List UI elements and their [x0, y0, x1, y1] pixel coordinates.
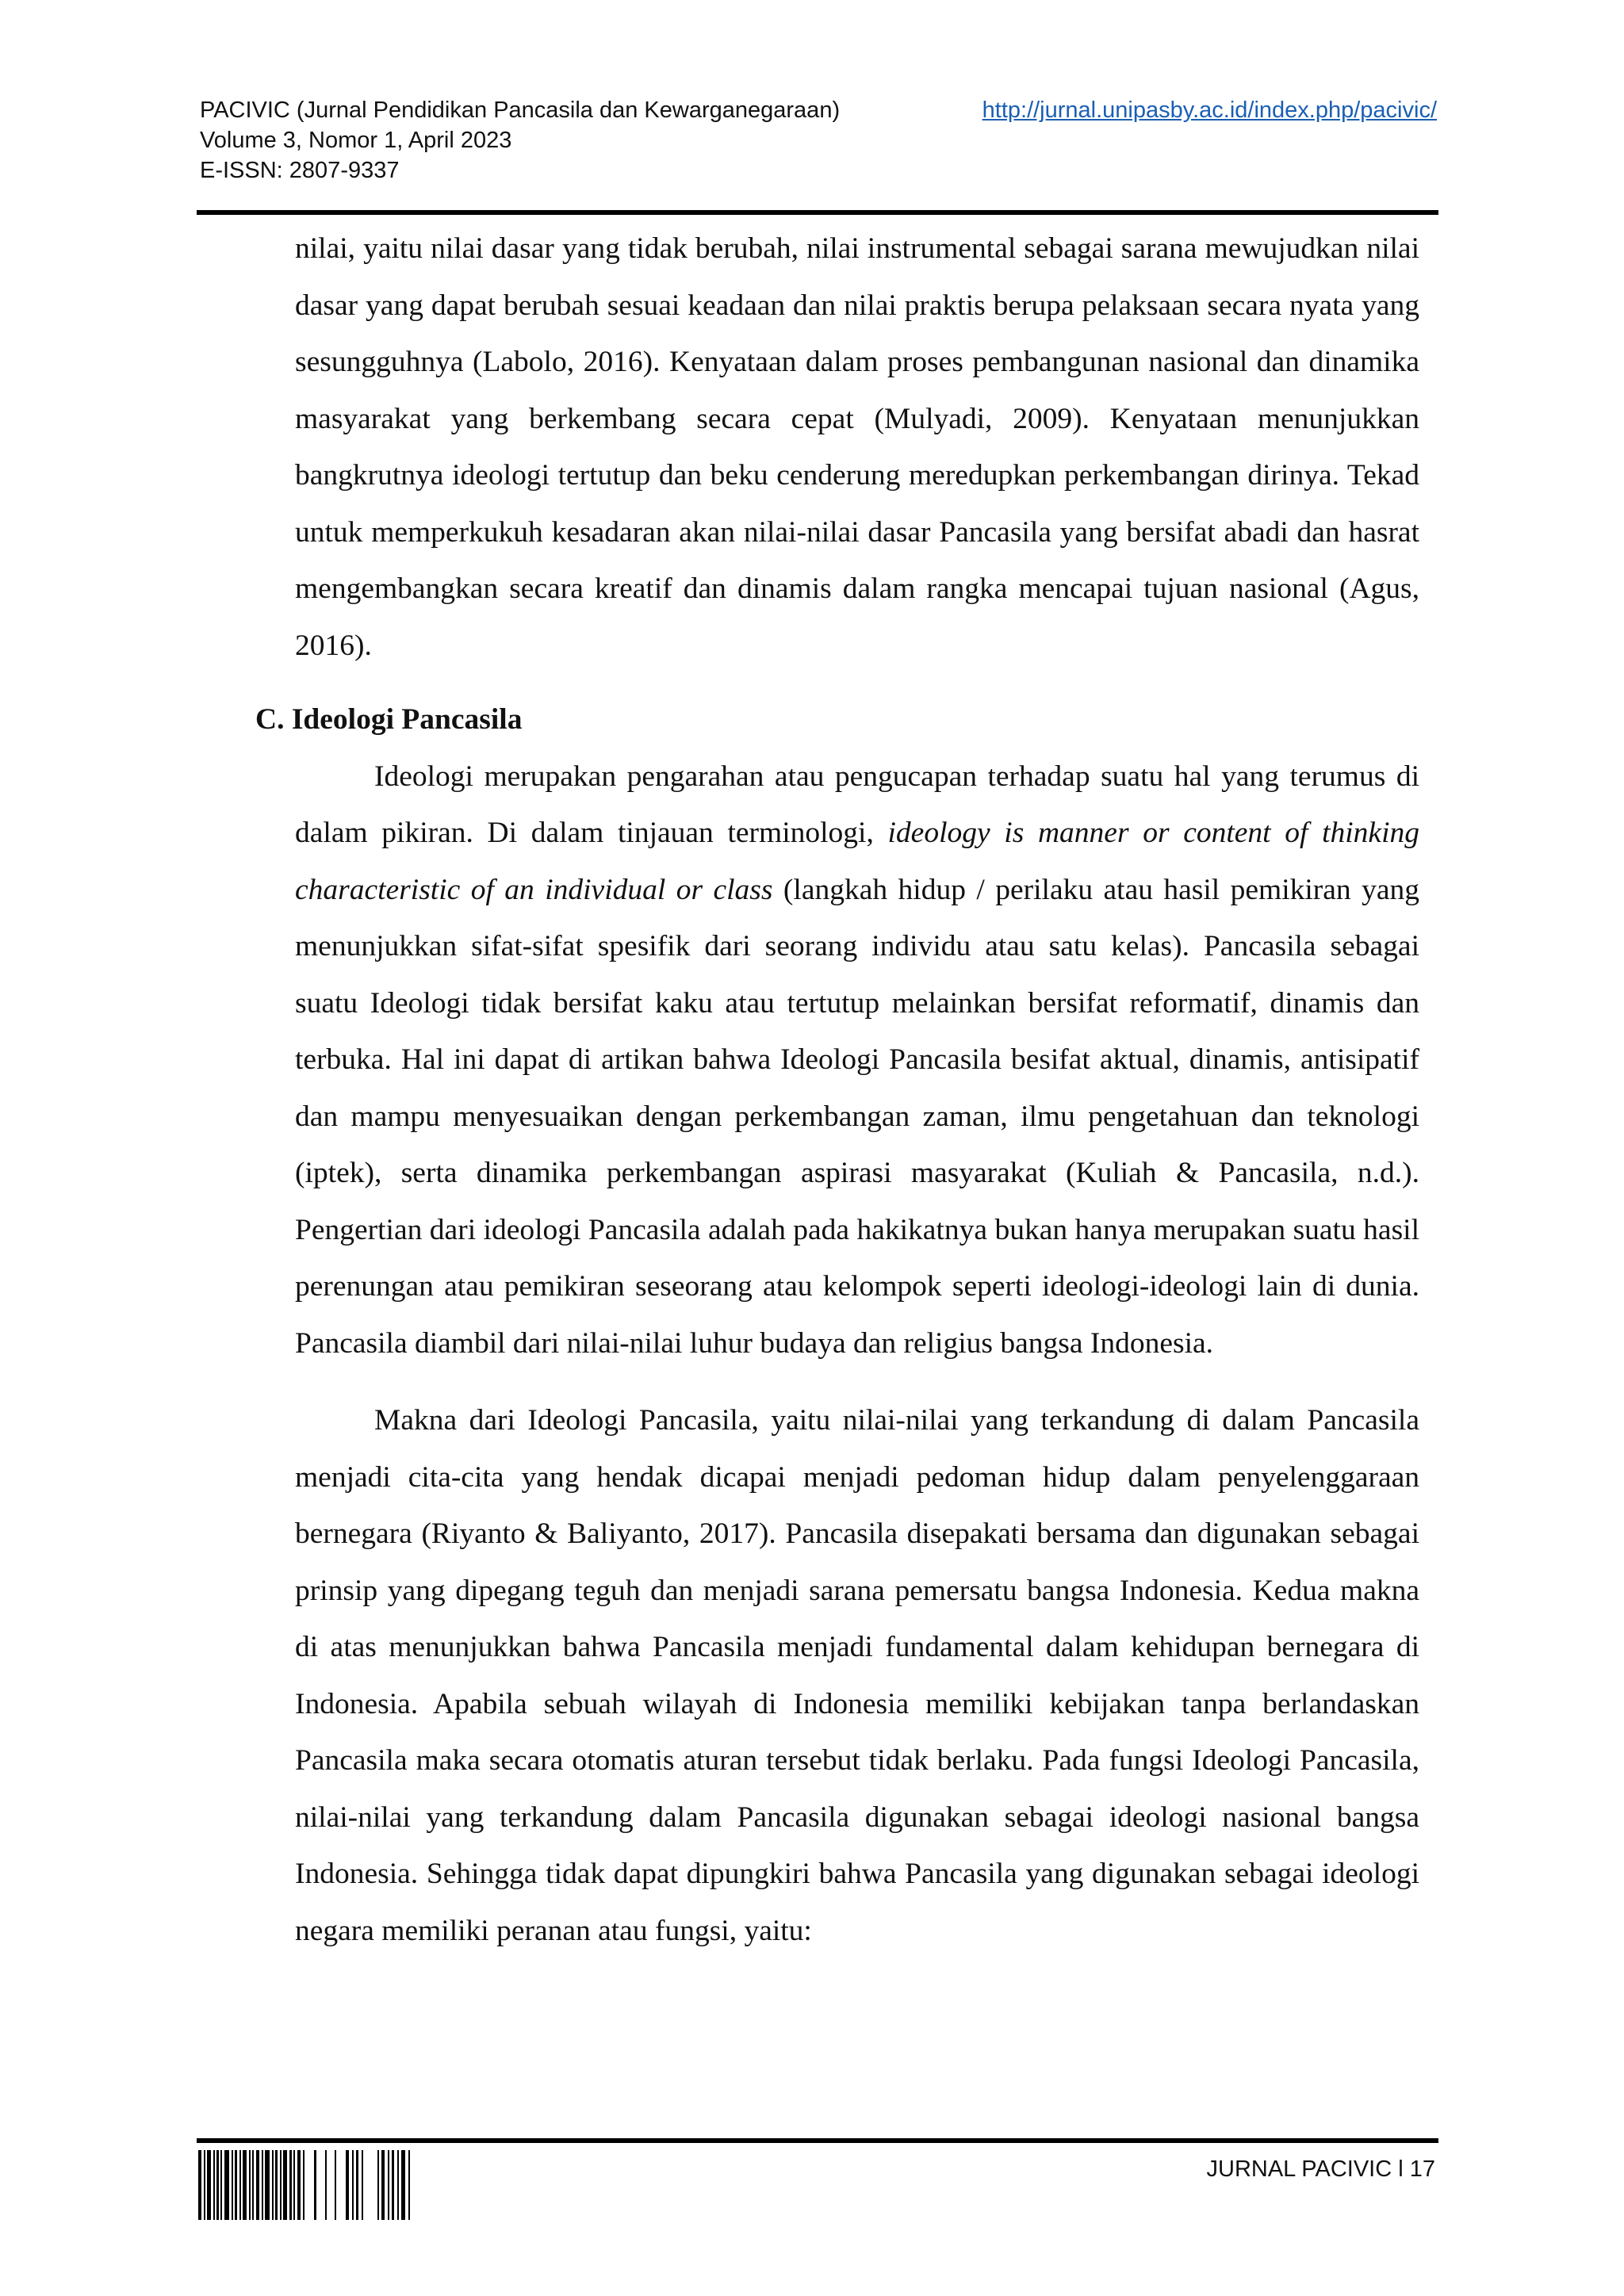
header-rule: [197, 210, 1438, 215]
paragraph-2-text-b: (langkah hidup / perilaku atau hasil pemikiran yang menunjukkan sifat-sifat spesifik dari seorang individu atau satu kelas). Pancasila sebagai suatu Ideologi tidak bersifat kaku atau tertutup melainkan bersifat reformatif, dinamis dan terbuka. Hal ini dapat di artikan bahwa Ideologi Pancasila besifat aktual, dinamis, antisipatif dan mampu menyesuaikan dengan perkembangan zaman, ilmu pengetahuan dan teknologi (iptek), serta dinamika perkembangan aspirasi masyarakat (Kuliah & Pancasila, n.d.). Pengertian dari ideologi Pancasila adalah pada hakikatnya bukan hanya merupakan suatu hasil perenungan atau pemikiran seseorang atau kelompok seperti ideologi-ideologi lain di dunia. Pancasila diambil dari nilai-nilai luhur budaya dan religius bangsa Indonesia.: [295, 873, 1419, 1360]
paragraph-2-text-a: Ideologi merupakan pengarahan atau pengucapan terhadap suatu hal yang terumus di dalam pikiran. Di dalam tinjauan terminologi,: [295, 760, 1419, 849]
barcode-icon: [198, 2150, 412, 2220]
volume-info: Volume 3, Nomor 1, April 2023: [200, 128, 512, 153]
paragraph-1: nilai, yaitu nilai dasar yang tidak berubah, nilai instrumental sebagai sarana mewujudkan nilai dasar yang dapat berubah sesuai keadaan dan nilai praktis berupa pelaksaan secara nyata yang sesungguhnya (Labolo, 2016). Kenyataan dalam proses pembangunan nasional dan dinamika masyarakat yang berkembang secara cepat (Mulyadi, 2009). Kenyataan menunjukkan bangkrutnya ideologi tertutup dan beku cenderung meredupkan perkembangan dirinya. Tekad untuk memperkukuh kesadaran akan nilai-nilai dasar Pancasila yang bersifat abadi dan hasrat mengembangkan secara kreatif dan dinamis dalam rangka mencapai tujuan nasional (Agus, 2016).: [295, 232, 1419, 662]
journal-title: PACIVIC (Jurnal Pendidikan Pancasila dan Kewarganegaraan): [200, 98, 841, 123]
section-heading: C. Ideologi Pancasila: [255, 703, 523, 736]
article-body: [255, 220, 1419, 1959]
footer-rule: [197, 2138, 1438, 2143]
journal-url-link[interactable]: http://jurnal.unipasby.ac.id/index.php/pacivic/: [982, 98, 1437, 123]
page-footer-label: JURNAL PACIVIC l 17: [1206, 2156, 1435, 2182]
issn-info: E-ISSN: 2807-9337: [200, 158, 400, 183]
paragraph-2-italic-definition: ideology is manner or content of thinking characteristic of an individual or class: [295, 817, 1419, 906]
paragraph-2: [295, 748, 1419, 1372]
running-header: [200, 95, 1437, 186]
paragraph-3: Makna dari Ideologi Pancasila, yaitu nilai-nilai yang terkandung di dalam Pancasila menjadi cita-cita yang hendak dicapai menjadi pedoman hidup dalam penyelenggaraan bernegara (Riyanto & Baliyanto, 2017). Pancasila disepakati bersama dan digunakan sebagai prinsip yang dipegang teguh dan menjadi sarana pemersatu bangsa Indonesia. Kedua makna di atas menunjukkan bahwa Pancasila menjadi fundamental dalam kehidupan bernegara di Indonesia. Apabila sebuah wilayah di Indonesia memiliki kebijakan tanpa berlandaskan Pancasila maka secara otomatis aturan tersebut tidak berlaku. Pada fungsi Ideologi Pancasila, nilai-nilai yang terkandung dalam Pancasila digunakan sebagai ideologi nasional bangsa Indonesia. Sehingga tidak dapat dipungkiri bahwa Pancasila yang digunakan sebagai ideologi negara memiliki peranan atau fungsi, yaitu:: [295, 1404, 1419, 1947]
